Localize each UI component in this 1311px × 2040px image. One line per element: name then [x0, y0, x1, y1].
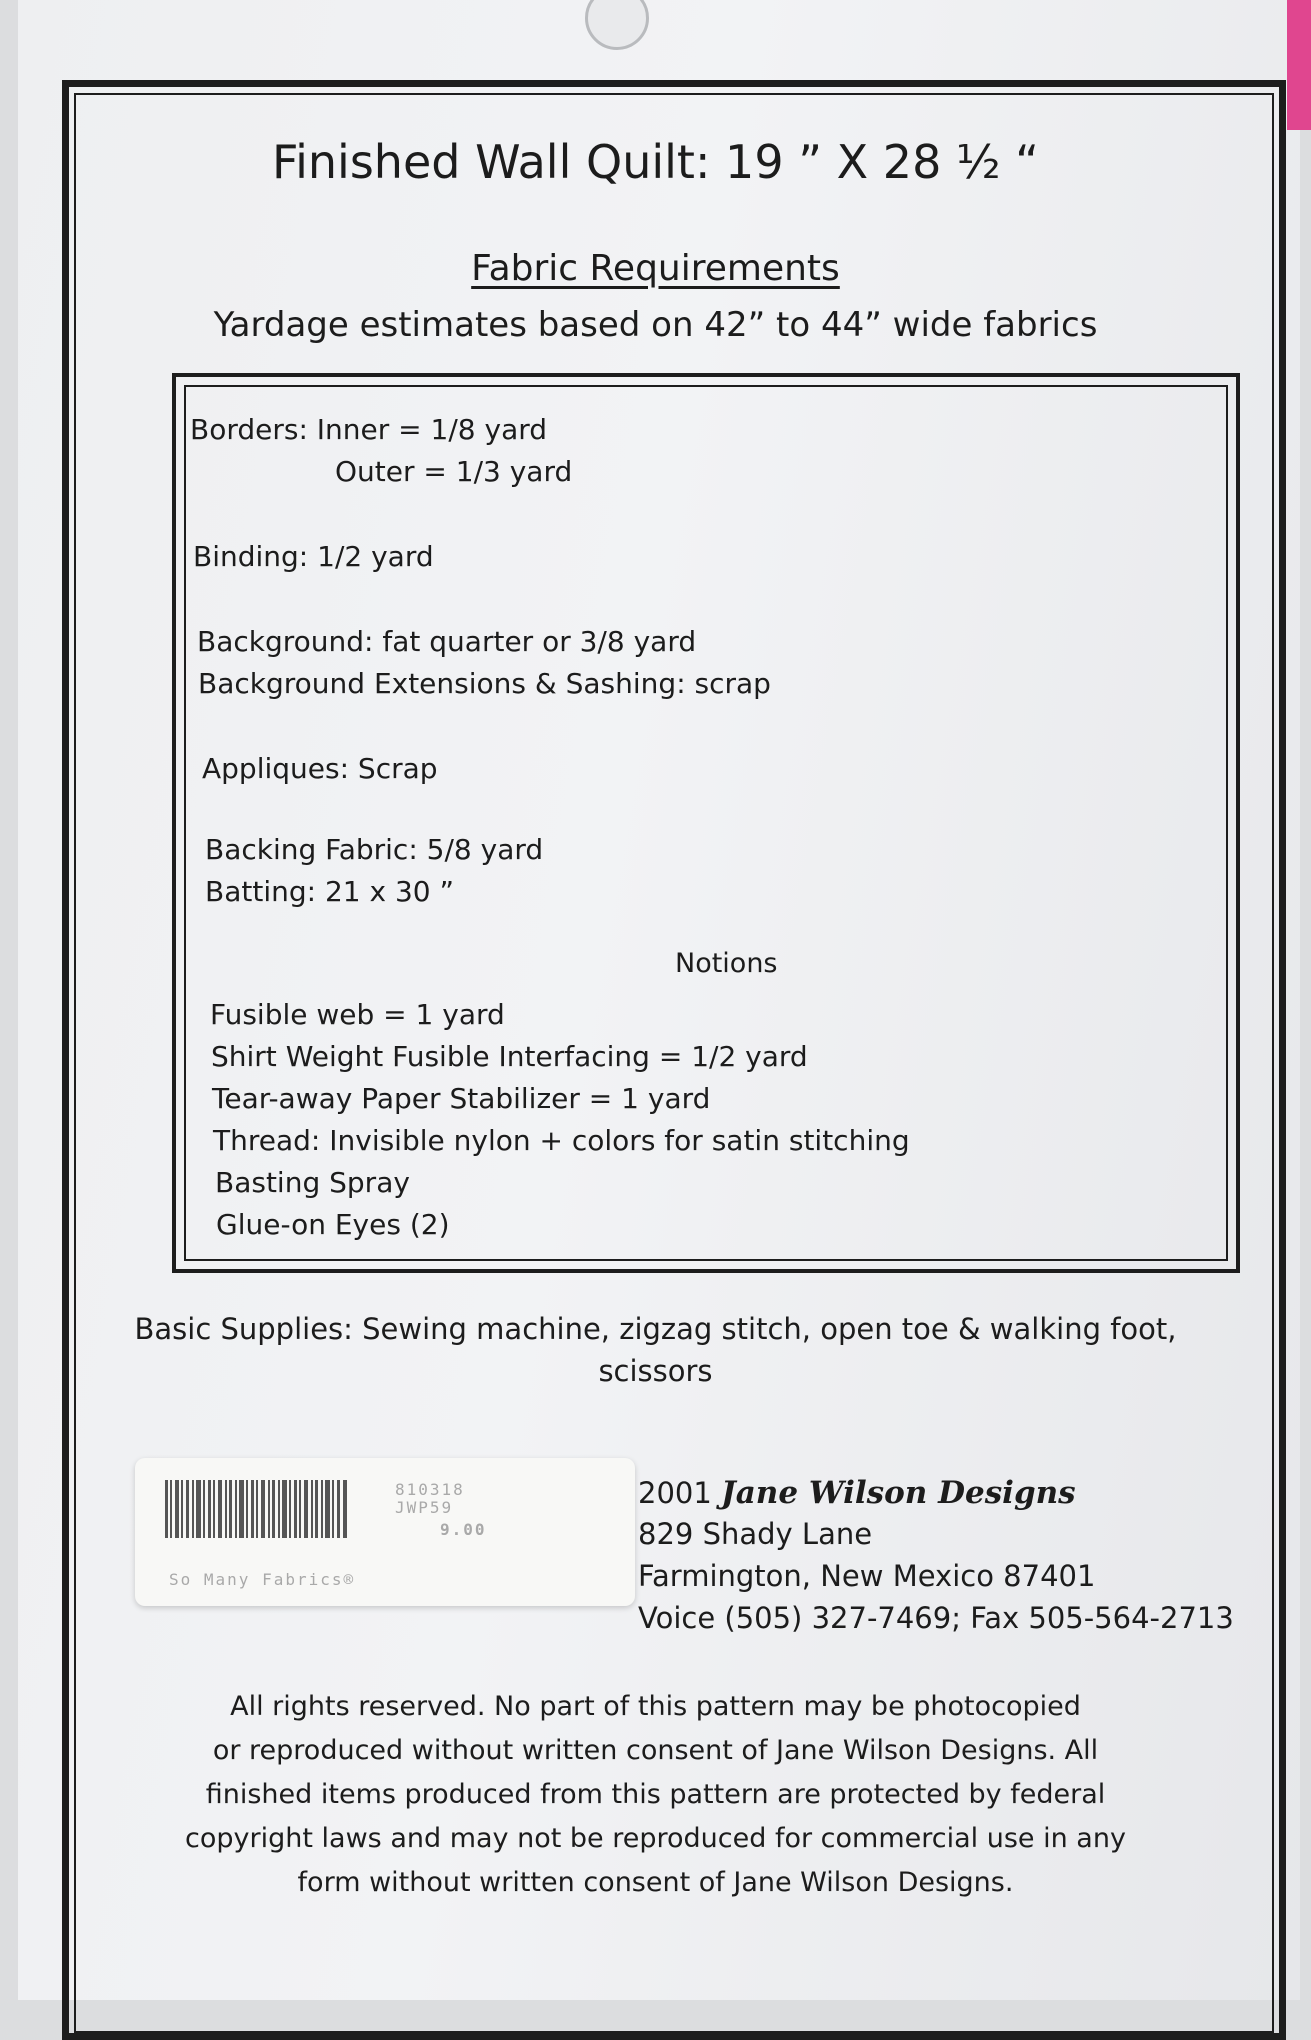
copyright-year: 2001 — [638, 1476, 712, 1510]
rights-line: copyright laws and may not be reproduced for commercial use in any — [185, 1823, 1126, 1854]
notion-item: Fusible web = 1 yard — [210, 998, 505, 1031]
sticker-price: 9.00 — [440, 1520, 487, 1539]
sticker-store: So Many Fabrics® — [169, 1570, 356, 1589]
borders-outer: Outer = 1/3 yard — [335, 455, 573, 488]
batting: Batting: 21 x 30 ” — [205, 875, 454, 908]
sticker-sku: JWP59 — [395, 1498, 454, 1517]
fabric-requirements-heading: Fabric Requirements — [471, 248, 840, 289]
barcode — [165, 1480, 350, 1538]
rights-line: finished items produced from this pattern are protected by federal — [205, 1779, 1106, 1810]
notion-item: Thread: Invisible nylon + colors for satin stitching — [213, 1124, 910, 1157]
appliques: Appliques: Scrap — [202, 752, 438, 785]
city-line: Farmington, New Mexico 87401 — [638, 1559, 1096, 1593]
company-name: Jane Wilson Designs — [721, 1475, 1076, 1511]
backing-fabric: Backing Fabric: 5/8 yard — [205, 833, 544, 866]
address-line: 829 Shady Lane — [638, 1517, 873, 1551]
price-sticker — [135, 1458, 635, 1606]
background: Background: fat quarter or 3/8 yard — [197, 625, 697, 658]
basic-supplies: Basic Supplies: Sewing machine, zigzag stitch, open toe & walking foot, — [134, 1312, 1177, 1346]
page-title: Finished Wall Quilt: 19 ” X 28 ½ “ — [272, 135, 1039, 189]
borders-inner: Borders: Inner = 1/8 yard — [190, 413, 548, 446]
rights-line: All rights reserved. No part of this pattern may be photocopied — [230, 1691, 1081, 1722]
phone-line: Voice (505) 327-7469; Fax 505-564-2713 — [638, 1601, 1234, 1635]
notion-item: Basting Spray — [215, 1166, 410, 1199]
notion-item: Shirt Weight Fusible Interfacing = 1/2 yard — [211, 1040, 808, 1073]
pink-backdrop — [1287, 0, 1311, 130]
notions-heading: Notions — [675, 948, 778, 979]
copyright-line — [638, 1475, 1076, 1511]
sticker-code: 810318 — [395, 1480, 465, 1499]
rights-notice — [0, 1685, 1311, 1905]
rights-line: or reproduced without written consent of Jane Wilson Designs. All — [212, 1735, 1099, 1766]
basic-supplies-cont: scissors — [598, 1354, 713, 1388]
notion-item: Tear-away Paper Stabilizer = 1 yard — [212, 1082, 711, 1115]
background-extensions: Background Extensions & Sashing: scrap — [198, 667, 771, 700]
yardage-note: Yardage estimates based on 42” to 44” wide fabrics — [213, 305, 1098, 345]
notion-item: Glue-on Eyes (2) — [216, 1208, 450, 1241]
binding: Binding: 1/2 yard — [193, 540, 434, 573]
rights-line: form without written consent of Jane Wilson Designs. — [297, 1867, 1014, 1898]
